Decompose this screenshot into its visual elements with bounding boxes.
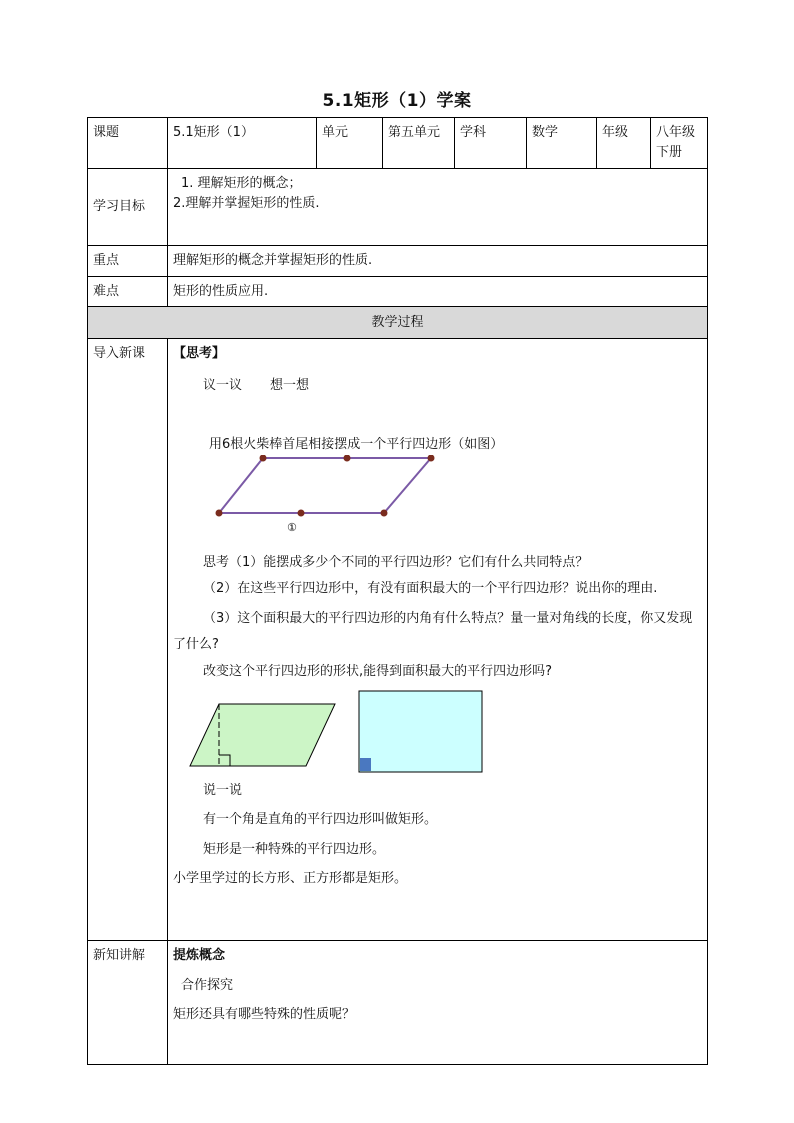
unit-label: 单元 (317, 118, 383, 169)
subject-value: 数学 (527, 118, 597, 169)
intro-label: 导入新课 (93, 346, 146, 361)
header-row (88, 118, 708, 169)
intro-content (168, 339, 708, 941)
discuss-text: 议一议 (203, 377, 243, 393)
definition-3: 小学里学过的长方形、正方形都是矩形。 (173, 871, 408, 887)
question-4: 改变这个平行四边形的形状,能得到面积最大的平行四边形吗? (203, 664, 553, 680)
cooperation-text: 合作探究 (181, 977, 234, 993)
new-knowledge-label-cell (88, 941, 168, 1065)
shape-comparison-figure (185, 689, 505, 773)
subject-label: 学科 (455, 118, 527, 169)
topic-value: 5.1矩形（1） (168, 118, 317, 169)
new-knowledge-question: 矩形还具有哪些特殊的性质呢？ (173, 1007, 356, 1022)
key-point-row (88, 246, 708, 277)
question-2: （2）在这些平行四边形中，有没有面积最大的一个平行四边形？说出你的理由. (203, 581, 658, 597)
process-title: 教学过程 (88, 307, 708, 339)
ponder-text: 想一想 (270, 377, 310, 393)
new-knowledge-content (168, 941, 708, 1065)
intro-label-cell (88, 339, 168, 941)
joint-dot (298, 509, 305, 516)
grade-value: 八年级下册 (651, 118, 708, 169)
say-text: 说一说 (203, 782, 243, 798)
objective-item: 2.理解并掌握矩形的性质. (173, 195, 320, 211)
document-title: 5.1矩形（1）学案 (322, 91, 472, 111)
question-1: 思考（1）能摆成多少个不同的平行四边形？它们有什么共同特点？ (203, 554, 589, 570)
new-knowledge-heading: 提炼概念 (173, 948, 226, 963)
objectives-content (168, 169, 708, 246)
match-text: 用6根火柴棒首尾相接摆成一个平行四边形（如图） (209, 437, 504, 452)
grade-label: 年级 (597, 118, 651, 169)
difficulty-text: 矩形的性质应用. (168, 276, 708, 307)
new-knowledge-label: 新知讲解 (93, 948, 146, 963)
definition-1: 有一个角是直角的平行四边形叫做矩形。 (203, 812, 438, 828)
difficulty-label: 难点 (88, 276, 168, 307)
process-title-row (88, 307, 708, 339)
key-point-label: 重点 (88, 246, 168, 277)
right-angle-marker (360, 758, 371, 771)
objective-item: 1. 理解矩形的概念； (181, 176, 302, 191)
lesson-table (87, 117, 708, 1065)
discuss-line (173, 376, 702, 396)
definition-2: 矩形是一种特殊的平行四边形。 (203, 841, 386, 857)
green-parallelogram (190, 704, 335, 766)
matchstick-figure (209, 455, 509, 541)
think-heading: 【思考】 (173, 346, 226, 361)
topic-label: 课题 (88, 118, 168, 169)
joint-dot (216, 509, 223, 516)
blue-rectangle (359, 691, 482, 772)
question-3: （3）这个面积最大的平行四边形的内角有什么特点？量一量对角线的长度，你又发现了什么? (173, 611, 693, 653)
new-knowledge-row (88, 941, 708, 1065)
key-point-text: 理解矩形的概念并掌握矩形的性质. (168, 246, 708, 277)
objectives-label: 学习目标 (88, 169, 168, 246)
parallelogram-outline (219, 458, 431, 513)
joint-dot (344, 455, 351, 462)
objectives-row (88, 169, 708, 246)
difficulty-row (88, 276, 708, 307)
unit-value: 第五单元 (383, 118, 455, 169)
figure-label: ① (287, 520, 297, 534)
intro-row (88, 339, 708, 941)
joint-dot (381, 509, 388, 516)
